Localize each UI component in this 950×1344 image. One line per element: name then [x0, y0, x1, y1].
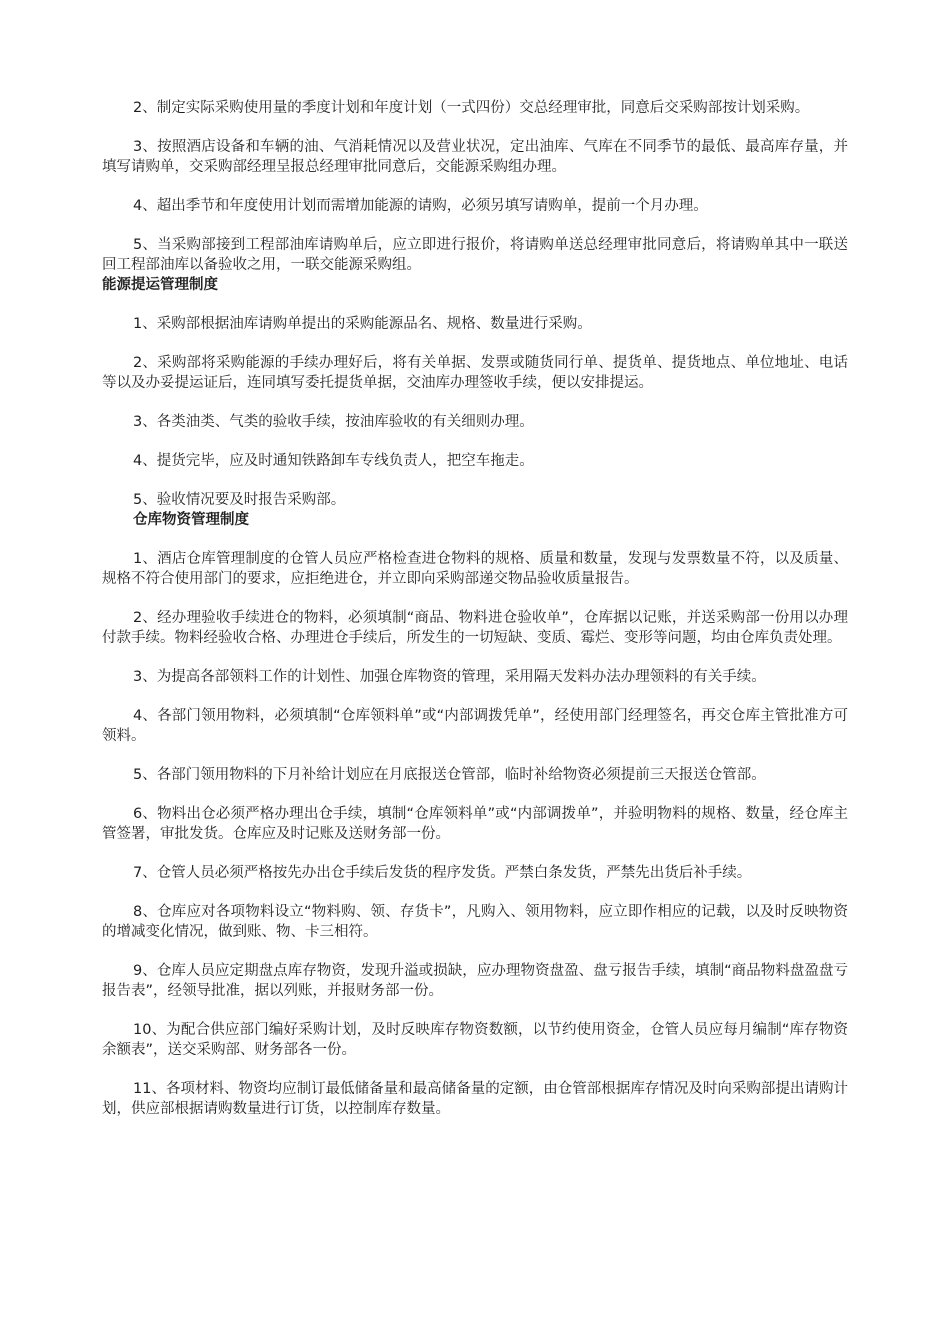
paragraph: 10、为配合供应部门编好采购计划，及时反映库存物资数额，以节约使用资金，仓管人员应每月编制“库存物资余额表”，送交采购部、财务部各一份。 — [102, 1022, 848, 1058]
paragraph: 9、仓库人员应定期盘点库存物资，发现升溢或损缺，应办理物资盘盈、盘亏报告手续，填制“商品物料盘盈盘亏报告表”，经领导批准，据以列账，并报财务部一份。 — [102, 963, 848, 999]
paragraph: 3、各类油类、气类的验收手续，按油库验收的有关细则办理。 — [133, 414, 534, 430]
section-heading-warehouse: 仓库物资管理制度 — [133, 512, 249, 528]
paragraph: 5、当采购部接到工程部油库请购单后，应立即进行报价，将请购单送总经理审批同意后，将请购单其中一联送回工程部油库以备验收之用，一联交能源采购组。 — [102, 237, 848, 273]
paragraph: 6、物料出仓必须严格办理出仓手续，填制“仓库领料单”或“内部调拨单”，并验明物料的规格、数量，经仓库主管签署，审批发货。仓库应及时记账及送财务部一份。 — [102, 806, 848, 842]
paragraph: 8、仓库应对各项物料设立“物料购、领、存货卡”，凡购入、领用物料，应立即作相应的记载，以及时反映物资的增减变化情况，做到账、物、卡三相符。 — [102, 904, 848, 940]
paragraph: 4、各部门领用物料，必须填制“仓库领料单”或“内部调拨凭单”，经使用部门经理签名，再交仓库主管批准方可领料。 — [102, 708, 848, 744]
paragraph: 2、采购部将采购能源的手续办理好后，将有关单据、发票或随货同行单、提货单、提货地点、单位地址、电话等以及办妥提运证后，连同填写委托提货单据，交油库办理签收手续，便以安排提运。 — [102, 355, 848, 391]
paragraph: 11、各项材料、物资均应制订最低储备量和最高储备量的定额，由仓管部根据库存情况及时向采购部提出请购计划，供应部根据请购数量进行订货，以控制库存数量。 — [102, 1081, 848, 1117]
paragraph: 5、验收情况要及时报告采购部。 — [133, 492, 346, 508]
paragraph: 3、为提高各部领料工作的计划性、加强仓库物资的管理，采用隔天发料办法办理领料的有关手续。 — [133, 669, 766, 685]
paragraph: 4、超出季节和年度使用计划而需增加能源的请购，必须另填写请购单，提前一个月办理。 — [133, 198, 708, 214]
paragraph: 3、按照酒店设备和车辆的油、气消耗情况以及营业状况，定出油库、气库在不同季节的最低、最高库存量，并填写请购单，交采购部经理呈报总经理审批同意后，交能源采购组办理。 — [102, 139, 848, 175]
paragraph: 5、各部门领用物料的下月补给计划应在月底报送仓管部，临时补给物资必须提前三天报送仓管部。 — [133, 767, 766, 783]
paragraph: 2、制定实际采购使用量的季度计划和年度计划（一式四份）交总经理审批，同意后交采购部按计划采购。 — [133, 100, 810, 116]
section-heading-energy-transport: 能源提运管理制度 — [102, 277, 218, 293]
document-body — [102, 98, 848, 1119]
paragraph: 1、采购部根据油库请购单提出的采购能源品名、规格、数量进行采购。 — [133, 316, 592, 332]
paragraph: 7、仓管人员必须严格按先办出仓手续后发货的程序发货。严禁白条发货，严禁先出货后补手续。 — [133, 865, 752, 881]
paragraph: 1、酒店仓库管理制度的仓管人员应严格检查进仓物料的规格、质量和数量，发现与发票数量不符，以及质量、规格不符合使用部门的要求，应拒绝进仓，并立即向采购部递交物品验收质量报告。 — [102, 551, 848, 587]
paragraph: 4、提货完毕，应及时通知铁路卸车专线负责人，把空车拖走。 — [133, 453, 534, 469]
paragraph: 2、经办理验收手续进仓的物料，必须填制“商品、物料进仓验收单”，仓库据以记账，并送采购部一份用以办理付款手续。物料经验收合格、办理进仓手续后，所发生的一切短缺、变质、霉烂、变形等问题，均由仓库负责处理。 — [102, 610, 848, 646]
